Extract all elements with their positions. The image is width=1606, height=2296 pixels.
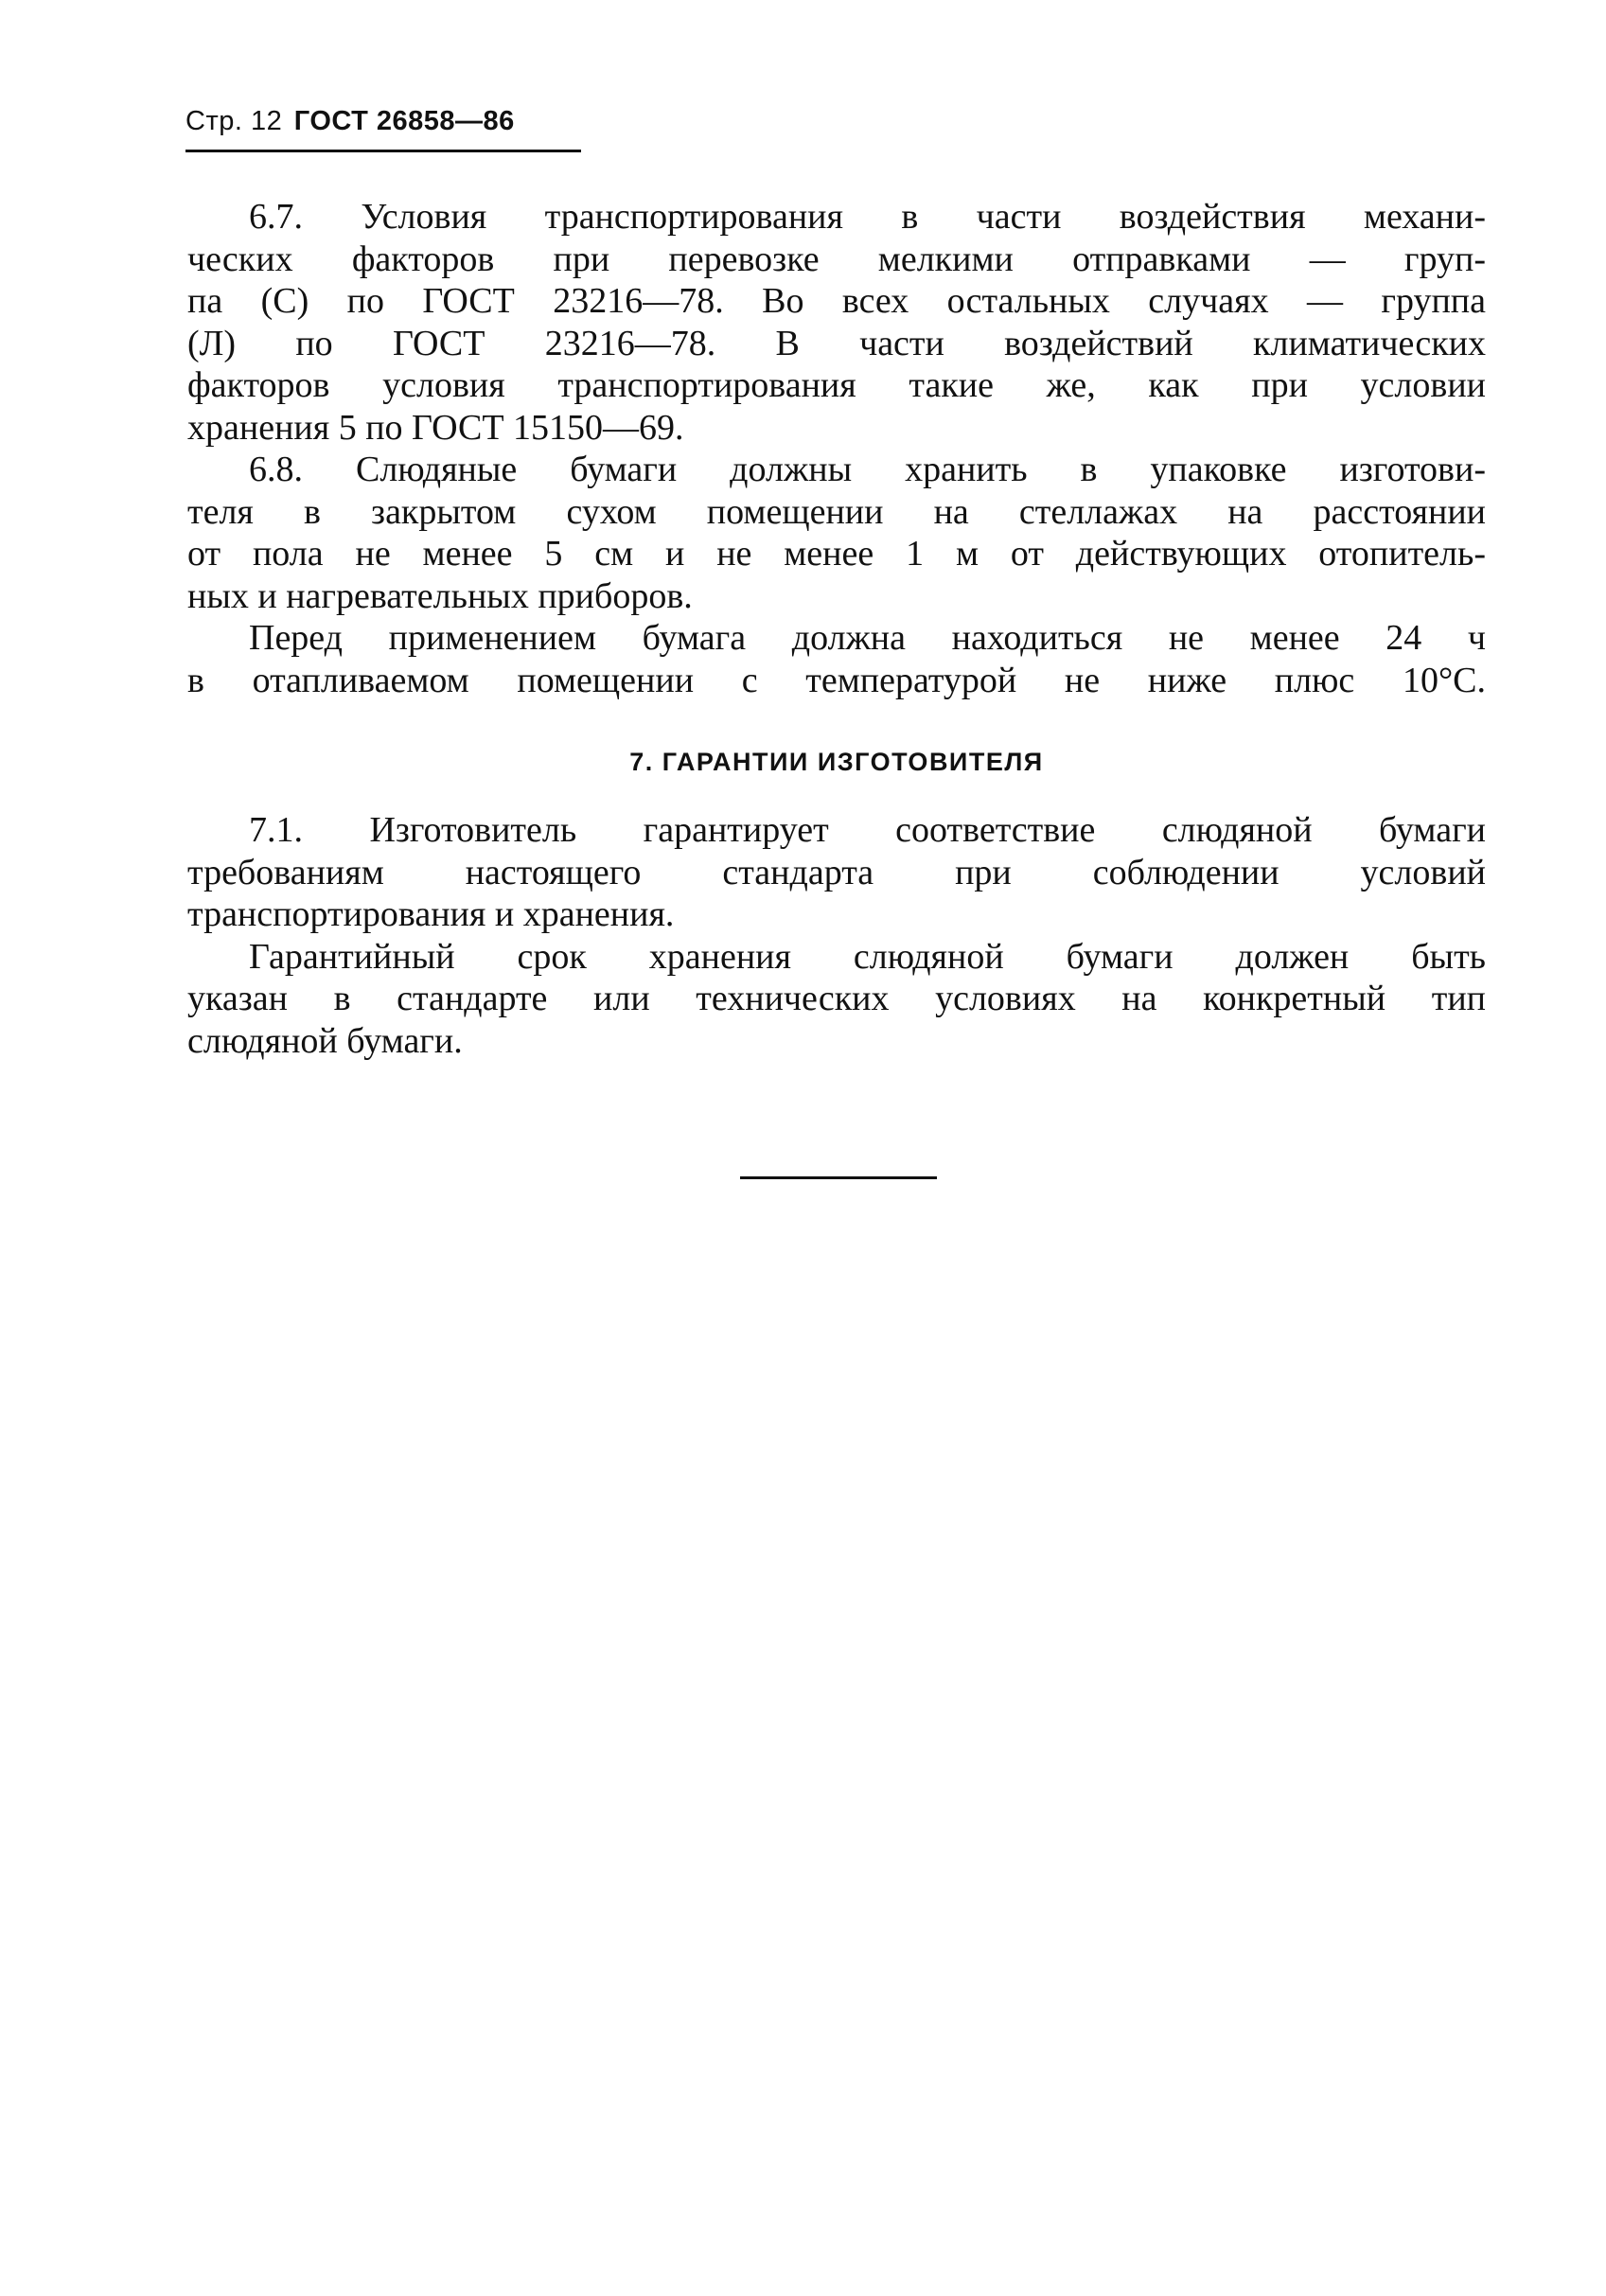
text-line: ных и нагревательных приборов. (187, 575, 693, 616)
text-line: Перед применением бумага должна находиться не менее 24 ч (249, 618, 1486, 658)
text-line: ческих факторов при перевозке мелкими отправками — груп- (187, 238, 1486, 279)
paragraph-6-8-continued (187, 617, 1486, 701)
text-line: 7.1. Изготовитель гарантирует соответствие слюдяной бумаги (249, 810, 1486, 850)
text-line: в отапливаемом помещении с температурой не ниже плюс 10°С. (187, 660, 1486, 700)
text-line: па (С) по ГОСТ 23216—78. Во всех остальных случаях — группа (187, 281, 1486, 321)
document-body (187, 196, 1486, 1062)
paragraph-6-7 (187, 196, 1486, 449)
standard-designation: ГОСТ 26858—86 (293, 106, 515, 136)
page-number: Стр. 12 (185, 106, 283, 136)
end-of-text-rule (740, 1176, 937, 1179)
paragraph-6-8 (187, 449, 1486, 617)
text-line: Гарантийный срок хранения слюдяной бумаги должен быть (249, 936, 1486, 977)
text-line: (Л) по ГОСТ 23216—78. В части воздействий климатических (187, 323, 1486, 363)
text-line: теля в закрытом сухом помещении на стеллажах на расстоянии (187, 491, 1486, 532)
text-line: от пола не менее 5 см и не менее 1 м от действующих отопитель- (187, 534, 1486, 574)
text-line: транспортирования и хранения. (187, 894, 675, 934)
paragraph-7-1 (187, 809, 1486, 936)
text-line: слюдяной бумаги. (187, 1020, 463, 1061)
text-line: 6.8. Слюдяные бумаги должны хранить в упаковке изготови- (249, 450, 1486, 489)
section-heading: 7. ГАРАНТИИ ИЗГОТОВИТЕЛЯ (629, 748, 1044, 776)
text-line: указан в стандарте или технических условиях на конкретный тип (187, 979, 1486, 1018)
header-rule (185, 150, 581, 152)
text-line: требованиям настоящего стандарта при соблюдении условий (187, 852, 1486, 892)
running-head (185, 106, 515, 137)
paragraph-7-1-continued (187, 936, 1486, 1063)
text-line: факторов условия транспортирования такие же, как при условии (187, 365, 1486, 405)
text-line: хранения 5 по ГОСТ 15150—69. (187, 407, 684, 448)
text-line: 6.7. Условия транспортирования в части воздействия механи- (249, 197, 1486, 237)
